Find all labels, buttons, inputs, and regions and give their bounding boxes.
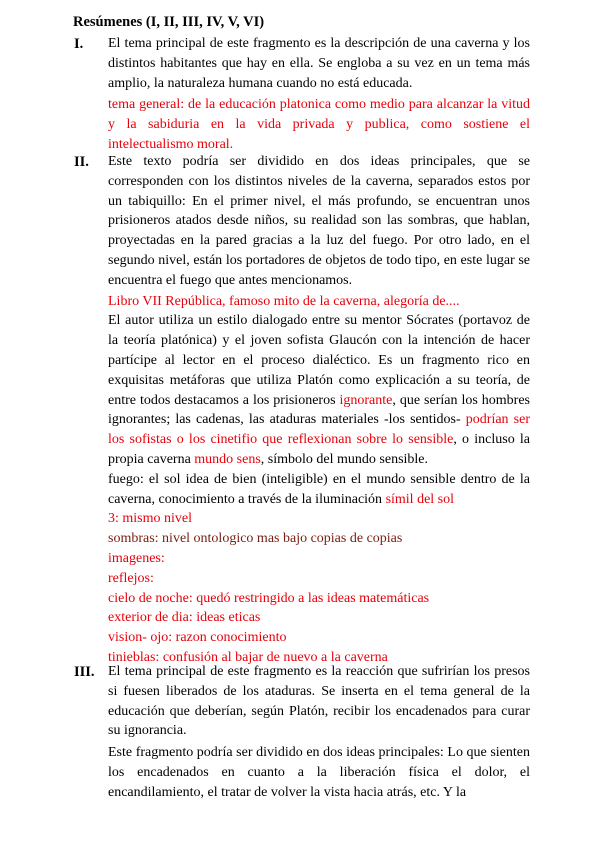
section-body <box>108 34 530 155</box>
page-title: Resúmenes (I, II, III, IV, V, VI) <box>73 14 265 30</box>
paragraph: Este fragmento podría ser dividido en dos ideas principales: Lo que sienten los encadenados en cuanto a la liberación física el dolor, el encandilamiento, el tratar de volver la vista hacia atrás, etc. Y la <box>108 745 530 800</box>
note-line: reflejos: <box>108 570 154 586</box>
section-number: III. <box>74 664 95 680</box>
note-line: vision- ojo: razon conocimiento <box>108 630 287 646</box>
note-line: 3: mismo nivel <box>108 511 192 527</box>
note-line: exterior de dia: ideas eticas <box>108 610 261 626</box>
text-run: El autor utiliza un estilo dialogado entre su mentor Sócrates (portavoz de la teoría platónica) y el joven sofista Glaucón con la intención de hacer partícipe al lector en el proceso dialéctico. Es un fragmento rico en exquisitas metáforas que utiliza Platón como explicación a su teoría, de entre todos destacamos a los prisioneros <box>108 313 530 408</box>
section-body <box>108 152 530 668</box>
text-run: fuego: el sol idea de bien (inteligible) en el mundo sensible dentro de la caverna, conocimiento a través de la iluminación <box>108 471 530 507</box>
highlight-note: podrían ser los sofistas o los cinetifio que reflexionan sobre lo sensible <box>108 412 530 448</box>
paragraph: El tema principal de este fragmento es la reacción que sufrirían los presos si fuesen liberados de los ataduras. Se inserta en el tema general de la educación que deberían, según Platón, recibir los encadenados para curar su ignorancia. <box>108 664 530 739</box>
section-body <box>108 662 530 803</box>
highlight-note: ignorante <box>339 392 393 408</box>
text-run: , que serían los hombres ignorantes; las cadenas, las ataduras materiales -los sentidos- <box>108 392 530 428</box>
paragraph <box>108 470 530 510</box>
text-run: , símbolo del mundo sensible. <box>260 451 429 467</box>
note-line: tinieblas: confusión al bajar de nuevo a la caverna <box>108 649 388 665</box>
margin-note: tema general: de la educación platonica como medio para alcanzar la vitud y la sabiduria en la vida privada y publica, como sostiene el intelectualismo moral. <box>108 97 530 152</box>
text-run: , o incluso la propia caverna <box>108 432 530 467</box>
section-number: II. <box>74 154 89 170</box>
margin-note: Libro VII República, famoso mito de la caverna, alegoría de.... <box>108 293 460 309</box>
note-line: cielo de noche: quedó restringido a las ideas matemáticas <box>108 590 430 606</box>
section-number: I. <box>74 36 84 52</box>
highlight-note: símil del sol <box>385 491 455 507</box>
note-line: imagenes: <box>108 550 165 566</box>
paragraph: El tema principal de este fragmento es la descripción de una caverna y los distintos habitantes que hay en ella. Se engloba a su vez en un tema más amplio, la naturaleza humana cuando no está educada. <box>108 36 530 91</box>
paragraph: Este texto podría ser dividido en dos ideas principales, que se corresponden con los distintos niveles de la caverna, separados estos por un tabiquillo: En el primer nivel, el más profundo, se encuentran unos prisioneros atados desde niños, su realidad son las sombras, que hablan, proyectadas en la pared gracias a la luz del fuego. Por otro lado, en el segundo nivel, están los portadores de objetos de todo tipo, en este lugar se encuentra el fuego que antes mencionamos. <box>108 154 530 288</box>
paragraph <box>108 311 530 469</box>
highlight-note: mundo sens <box>194 451 261 467</box>
note-line: sombras: nivel ontologico mas bajo copias de copias <box>108 531 403 547</box>
